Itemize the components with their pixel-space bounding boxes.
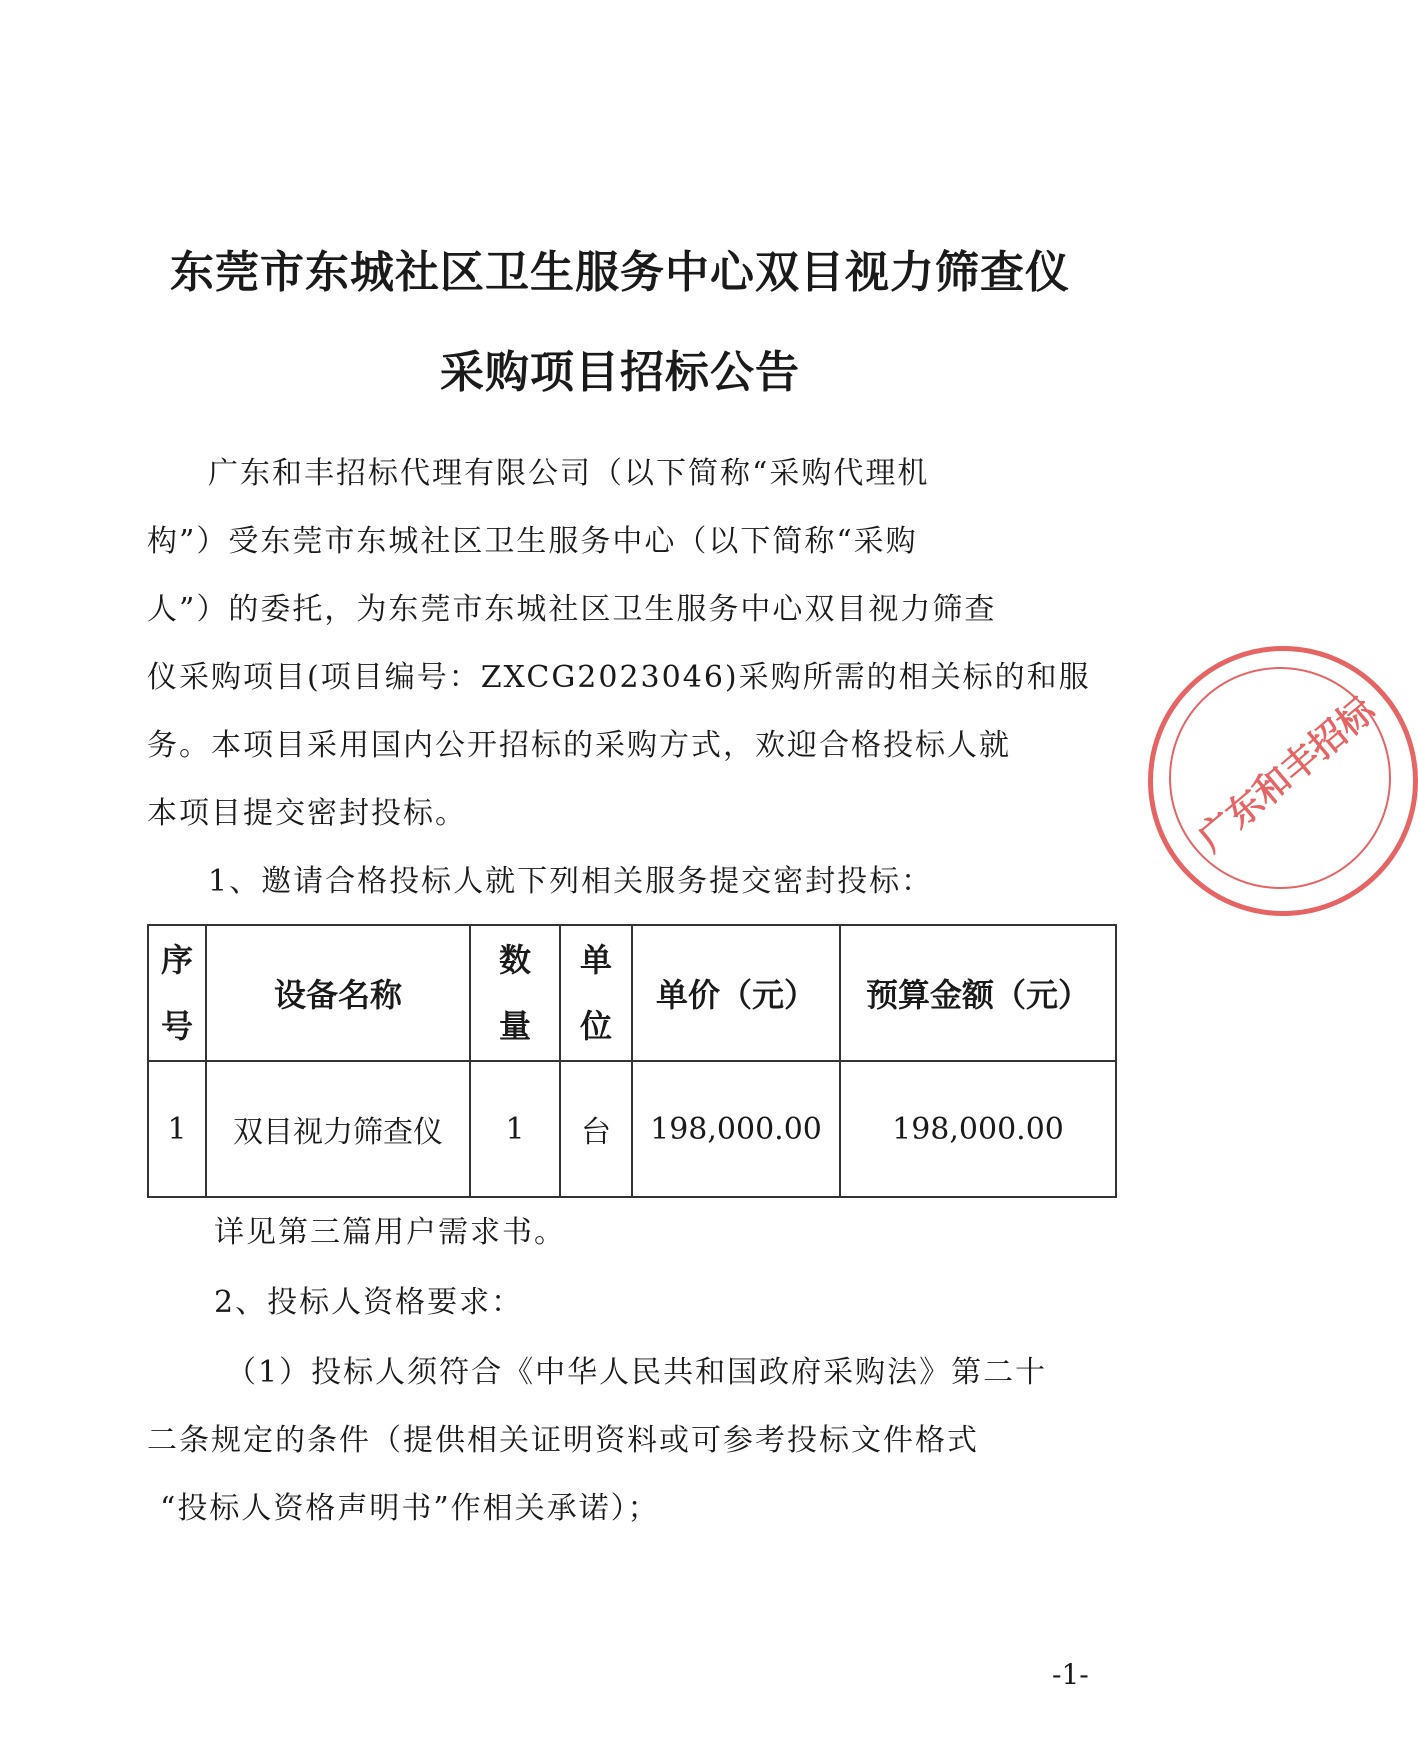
cell-name: 双目视力筛查仪 bbox=[206, 1061, 470, 1197]
section2-item1-line3: “投标人资格声明书”作相关承诺）； bbox=[160, 1491, 660, 1526]
section2-item1-line1: （1）投标人须符合《中华人民共和国政府采购法》第二十 bbox=[226, 1355, 1048, 1390]
section2-item1-line2: 二条规定的条件（提供相关证明资料或可参考投标文件格式 bbox=[147, 1423, 979, 1458]
seal-text: 广东和丰招标 bbox=[1191, 689, 1383, 860]
intro-line-3: 人”）的委托，为东莞市东城社区卫生服务中心双目视力筛查 bbox=[147, 592, 997, 627]
cell-unit: 台 bbox=[560, 1061, 632, 1197]
section1-note: 详见第三篇用户需求书。 bbox=[214, 1215, 566, 1250]
cell-seq: 1 bbox=[148, 1061, 206, 1197]
header-qty: 数量 bbox=[470, 925, 560, 1061]
document-title-line2: 采购项目招标公告 bbox=[440, 347, 800, 398]
page-number: -1- bbox=[1052, 1658, 1089, 1691]
document-title-line1: 东莞市东城社区卫生服务中心双目视力筛查仪 bbox=[170, 247, 1070, 298]
official-seal bbox=[1148, 646, 1418, 916]
header-budget: 预算金额（元） bbox=[840, 925, 1116, 1061]
header-price: 单价（元） bbox=[632, 925, 840, 1061]
cell-qty: 1 bbox=[470, 1061, 560, 1197]
intro-line-2: 构”）受东莞市东城社区卫生服务中心（以下简称“采购 bbox=[147, 524, 918, 559]
cell-budget: 198,000.00 bbox=[840, 1061, 1116, 1197]
table-row bbox=[148, 1061, 1116, 1197]
intro-line-5: 务。本项目采用国内公开招标的采购方式，欢迎合格投标人就 bbox=[147, 728, 1011, 763]
section1-heading: 1、邀请合格投标人就下列相关服务提交密封投标： bbox=[208, 864, 934, 899]
procurement-table bbox=[147, 924, 1117, 1198]
intro-line-1: 广东和丰招标代理有限公司（以下简称“采购代理机 bbox=[208, 456, 930, 491]
header-seq: 序号 bbox=[148, 925, 206, 1061]
intro-line-4: 仪采购项目(项目编号：ZXCG2023046)采购所需的相关标的和服 bbox=[147, 660, 1091, 695]
section2-heading: 2、投标人资格要求： bbox=[214, 1285, 524, 1320]
header-name: 设备名称 bbox=[206, 925, 470, 1061]
header-unit: 单位 bbox=[560, 925, 632, 1061]
cell-price: 198,000.00 bbox=[632, 1061, 840, 1197]
intro-line-6: 本项目提交密封投标。 bbox=[147, 796, 467, 831]
table-header-row bbox=[148, 925, 1116, 1061]
